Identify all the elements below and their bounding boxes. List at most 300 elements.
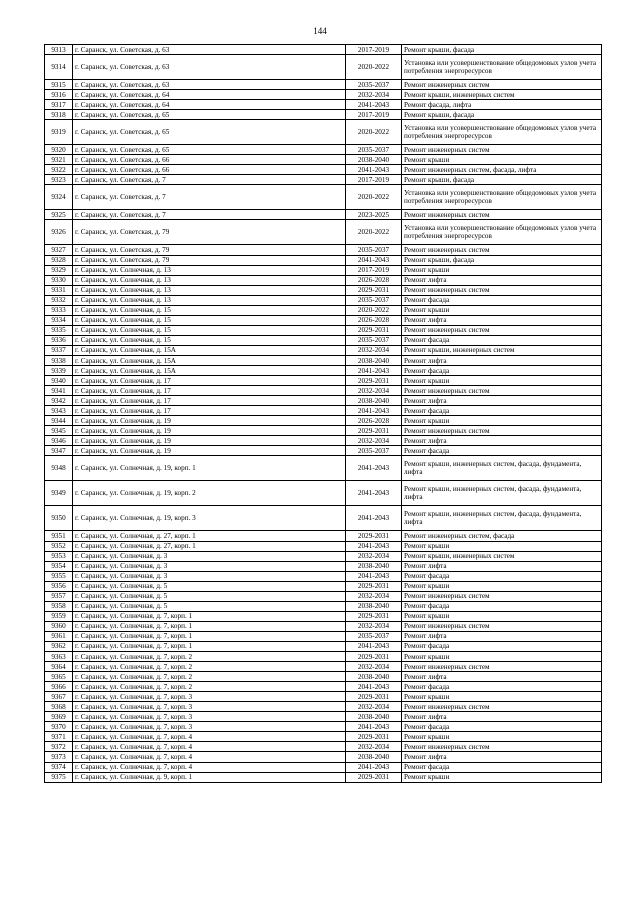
row-number-cell: 9343	[45, 406, 73, 416]
years-cell: 2041-2043	[346, 406, 402, 416]
work-type-cell: Ремонт фасада	[402, 406, 602, 416]
address-cell: г. Саранск, ул. Солнечная, д. 7, корп. 1	[73, 641, 346, 651]
address-cell: г. Саранск, ул. Советская, д. 66	[73, 165, 346, 175]
work-type-cell: Ремонт крыши, инженерных систем, фасада, фундамента, лифта	[402, 456, 602, 481]
row-number-cell: 9354	[45, 561, 73, 571]
work-type-cell: Ремонт крыши, фасада	[402, 175, 602, 185]
address-cell: г. Саранск, ул. Солнечная, д. 15	[73, 335, 346, 345]
row-number-cell: 9316	[45, 90, 73, 100]
address-cell: г. Саранск, ул. Солнечная, д. 7, корп. 3	[73, 722, 346, 732]
table-row	[45, 631, 602, 641]
work-type-cell: Установка или усовершенствование общедомовых узлов учета потребления энергоресурсов	[402, 120, 602, 145]
address-cell: г. Саранск, ул. Солнечная, д. 17	[73, 376, 346, 386]
years-cell: 2041-2043	[346, 722, 402, 732]
table-row	[45, 90, 602, 100]
years-cell: 2032-2034	[346, 621, 402, 631]
years-cell: 2017-2019	[346, 265, 402, 275]
row-number-cell: 9366	[45, 682, 73, 692]
table-row	[45, 265, 602, 275]
table-row	[45, 366, 602, 376]
work-type-cell: Ремонт инженерных систем	[402, 702, 602, 712]
address-cell: г. Саранск, ул. Советская, д. 66	[73, 155, 346, 165]
row-number-cell: 9320	[45, 145, 73, 155]
table-row	[45, 275, 602, 285]
years-cell: 2041-2043	[346, 682, 402, 692]
work-type-cell: Ремонт фасада	[402, 601, 602, 611]
table-row	[45, 762, 602, 772]
work-type-cell: Ремонт инженерных систем	[402, 591, 602, 601]
years-cell: 2026-2028	[346, 275, 402, 285]
address-cell: г. Саранск, ул. Солнечная, д. 19	[73, 416, 346, 426]
work-type-cell: Ремонт фасада, лифта	[402, 100, 602, 110]
table-row	[45, 581, 602, 591]
table-row	[45, 561, 602, 571]
work-type-cell: Ремонт лифта	[402, 672, 602, 682]
work-type-cell: Ремонт фасада	[402, 366, 602, 376]
table-row	[45, 732, 602, 742]
years-cell: 2020-2022	[346, 120, 402, 145]
address-cell: г. Саранск, ул. Солнечная, д. 13	[73, 265, 346, 275]
table-row	[45, 295, 602, 305]
years-cell: 2038-2040	[346, 561, 402, 571]
address-cell: г. Саранск, ул. Солнечная, д. 15А	[73, 366, 346, 376]
row-number-cell: 9373	[45, 752, 73, 762]
years-cell: 2029-2031	[346, 325, 402, 335]
address-cell: г. Саранск, ул. Солнечная, д. 15А	[73, 355, 346, 365]
address-cell: г. Саранск, ул. Солнечная, д. 15А	[73, 345, 346, 355]
table-row	[45, 80, 602, 90]
years-cell: 2029-2031	[346, 692, 402, 702]
row-number-cell: 9322	[45, 165, 73, 175]
table-row	[45, 345, 602, 355]
row-number-cell: 9364	[45, 662, 73, 672]
table-row	[45, 355, 602, 365]
years-cell: 2038-2040	[346, 396, 402, 406]
years-cell: 2032-2034	[346, 551, 402, 561]
work-type-cell: Ремонт крыши	[402, 416, 602, 426]
table-row	[45, 285, 602, 295]
address-cell: г. Саранск, ул. Солнечная, д. 19, корп. 3	[73, 506, 346, 531]
table-row	[45, 692, 602, 702]
work-type-cell: Ремонт лифта	[402, 561, 602, 571]
row-number-cell: 9340	[45, 376, 73, 386]
work-type-cell: Ремонт крыши	[402, 581, 602, 591]
table-row	[45, 591, 602, 601]
row-number-cell: 9368	[45, 702, 73, 712]
row-number-cell: 9328	[45, 255, 73, 265]
address-cell: г. Саранск, ул. Солнечная, д. 17	[73, 396, 346, 406]
years-cell: 2020-2022	[346, 305, 402, 315]
table-row	[45, 376, 602, 386]
years-cell: 2029-2031	[346, 772, 402, 782]
table-row	[45, 541, 602, 551]
table-row	[45, 752, 602, 762]
years-cell: 2035-2037	[346, 80, 402, 90]
address-cell: г. Саранск, ул. Солнечная, д. 19	[73, 426, 346, 436]
row-number-cell: 9326	[45, 220, 73, 245]
address-cell: г. Саранск, ул. Солнечная, д. 7, корп. 4	[73, 752, 346, 762]
row-number-cell: 9319	[45, 120, 73, 145]
work-type-cell: Ремонт фасада	[402, 295, 602, 305]
row-number-cell: 9336	[45, 335, 73, 345]
table-row	[45, 611, 602, 621]
table-row	[45, 682, 602, 692]
address-cell: г. Саранск, ул. Советская, д. 64	[73, 90, 346, 100]
table-row	[45, 456, 602, 481]
years-cell: 2029-2031	[346, 376, 402, 386]
years-cell: 2020-2022	[346, 220, 402, 245]
table-row	[45, 110, 602, 120]
address-cell: г. Саранск, ул. Солнечная, д. 13	[73, 275, 346, 285]
years-cell: 2032-2034	[346, 742, 402, 752]
address-cell: г. Саранск, ул. Солнечная, д. 7, корп. 3	[73, 702, 346, 712]
row-number-cell: 9344	[45, 416, 73, 426]
table-row	[45, 621, 602, 631]
years-cell: 2041-2043	[346, 165, 402, 175]
work-type-cell: Ремонт фасада	[402, 446, 602, 456]
years-cell: 2023-2025	[346, 210, 402, 220]
address-cell: г. Саранск, ул. Советская, д. 63	[73, 45, 346, 55]
years-cell: 2041-2043	[346, 541, 402, 551]
row-number-cell: 9372	[45, 742, 73, 752]
work-type-cell: Ремонт крыши	[402, 732, 602, 742]
work-type-cell: Ремонт инженерных систем	[402, 325, 602, 335]
address-cell: г. Саранск, ул. Солнечная, д. 7, корп. 2	[73, 652, 346, 662]
work-type-cell: Ремонт инженерных систем, фасада	[402, 531, 602, 541]
table-row	[45, 175, 602, 185]
years-cell: 2035-2037	[346, 446, 402, 456]
work-type-cell: Ремонт крыши	[402, 611, 602, 621]
work-type-cell: Ремонт инженерных систем	[402, 386, 602, 396]
address-cell: г. Саранск, ул. Солнечная, д. 7, корп. 1	[73, 631, 346, 641]
row-number-cell: 9338	[45, 355, 73, 365]
years-cell: 2032-2034	[346, 90, 402, 100]
row-number-cell: 9360	[45, 621, 73, 631]
years-cell: 2032-2034	[346, 436, 402, 446]
repair-schedule-table	[44, 44, 602, 783]
address-cell: г. Саранск, ул. Солнечная, д. 3	[73, 561, 346, 571]
table-row	[45, 45, 602, 55]
work-type-cell: Ремонт фасада	[402, 571, 602, 581]
address-cell: г. Саранск, ул. Солнечная, д. 7, корп. 4	[73, 732, 346, 742]
work-type-cell: Ремонт крыши, инженерных систем	[402, 551, 602, 561]
row-number-cell: 9347	[45, 446, 73, 456]
address-cell: г. Саранск, ул. Советская, д. 7	[73, 175, 346, 185]
address-cell: г. Саранск, ул. Солнечная, д. 15	[73, 315, 346, 325]
address-cell: г. Саранск, ул. Солнечная, д. 15	[73, 325, 346, 335]
address-cell: г. Саранск, ул. Солнечная, д. 17	[73, 386, 346, 396]
table-row	[45, 55, 602, 80]
work-type-cell: Ремонт инженерных систем	[402, 662, 602, 672]
years-cell: 2029-2031	[346, 581, 402, 591]
address-cell: г. Саранск, ул. Советская, д. 79	[73, 220, 346, 245]
row-number-cell: 9363	[45, 652, 73, 662]
row-number-cell: 9341	[45, 386, 73, 396]
work-type-cell: Ремонт крыши, инженерных систем, фасада, фундамента, лифта	[402, 481, 602, 506]
years-cell: 2017-2019	[346, 175, 402, 185]
years-cell: 2038-2040	[346, 155, 402, 165]
page-number: 144	[313, 26, 327, 36]
row-number-cell: 9369	[45, 712, 73, 722]
address-cell: г. Саранск, ул. Солнечная, д. 7, корп. 4	[73, 742, 346, 752]
years-cell: 2041-2043	[346, 571, 402, 581]
years-cell: 2020-2022	[346, 185, 402, 210]
row-number-cell: 9321	[45, 155, 73, 165]
address-cell: г. Саранск, ул. Солнечная, д. 19, корп. 1	[73, 456, 346, 481]
address-cell: г. Саранск, ул. Солнечная, д. 13	[73, 295, 346, 305]
years-cell: 2041-2043	[346, 456, 402, 481]
work-type-cell: Ремонт крыши, инженерных систем	[402, 90, 602, 100]
years-cell: 2017-2019	[346, 45, 402, 55]
address-cell: г. Саранск, ул. Солнечная, д. 9, корп. 1	[73, 772, 346, 782]
row-number-cell: 9329	[45, 265, 73, 275]
row-number-cell: 9358	[45, 601, 73, 611]
work-type-cell: Ремонт крыши	[402, 265, 602, 275]
years-cell: 2029-2031	[346, 285, 402, 295]
work-type-cell: Ремонт лифта	[402, 355, 602, 365]
row-number-cell: 9353	[45, 551, 73, 561]
address-cell: г. Саранск, ул. Советская, д. 65	[73, 145, 346, 155]
table-row	[45, 641, 602, 651]
years-cell: 2041-2043	[346, 366, 402, 376]
row-number-cell: 9342	[45, 396, 73, 406]
years-cell: 2041-2043	[346, 481, 402, 506]
years-cell: 2035-2037	[346, 295, 402, 305]
table-row	[45, 506, 602, 531]
table-row	[45, 712, 602, 722]
address-cell: г. Саранск, ул. Солнечная, д. 7, корп. 2	[73, 672, 346, 682]
row-number-cell: 9324	[45, 185, 73, 210]
table-row	[45, 481, 602, 506]
work-type-cell: Ремонт крыши	[402, 305, 602, 315]
table-row	[45, 662, 602, 672]
table-row	[45, 416, 602, 426]
row-number-cell: 9371	[45, 732, 73, 742]
address-cell: г. Саранск, ул. Солнечная, д. 19	[73, 446, 346, 456]
work-type-cell: Установка или усовершенствование общедомовых узлов учета потребления энергоресурсов	[402, 55, 602, 80]
address-cell: г. Саранск, ул. Советская, д. 7	[73, 185, 346, 210]
work-type-cell: Ремонт инженерных систем	[402, 742, 602, 752]
row-number-cell: 9335	[45, 325, 73, 335]
address-cell: г. Саранск, ул. Советская, д. 7	[73, 210, 346, 220]
row-number-cell: 9349	[45, 481, 73, 506]
address-cell: г. Саранск, ул. Солнечная, д. 7, корп. 2	[73, 662, 346, 672]
table-row	[45, 185, 602, 210]
row-number-cell: 9314	[45, 55, 73, 80]
work-type-cell: Ремонт крыши, фасада	[402, 255, 602, 265]
work-type-cell: Ремонт фасада	[402, 722, 602, 732]
work-type-cell: Ремонт крыши, фасада	[402, 110, 602, 120]
work-type-cell: Ремонт лифта	[402, 752, 602, 762]
work-type-cell: Ремонт инженерных систем	[402, 621, 602, 631]
address-cell: г. Саранск, ул. Солнечная, д. 13	[73, 285, 346, 295]
row-number-cell: 9327	[45, 245, 73, 255]
work-type-cell: Ремонт инженерных систем	[402, 210, 602, 220]
row-number-cell: 9313	[45, 45, 73, 55]
row-number-cell: 9330	[45, 275, 73, 285]
row-number-cell: 9375	[45, 772, 73, 782]
years-cell: 2035-2037	[346, 145, 402, 155]
address-cell: г. Саранск, ул. Солнечная, д. 15	[73, 305, 346, 315]
years-cell: 2020-2022	[346, 55, 402, 80]
address-cell: г. Саранск, ул. Солнечная, д. 3	[73, 571, 346, 581]
address-cell: г. Саранск, ул. Солнечная, д. 27, корп. 1	[73, 541, 346, 551]
years-cell: 2038-2040	[346, 355, 402, 365]
address-cell: г. Саранск, ул. Советская, д. 65	[73, 120, 346, 145]
years-cell: 2029-2031	[346, 531, 402, 541]
years-cell: 2035-2037	[346, 335, 402, 345]
address-cell: г. Саранск, ул. Советская, д. 63	[73, 55, 346, 80]
address-cell: г. Саранск, ул. Солнечная, д. 19, корп. 2	[73, 481, 346, 506]
work-type-cell: Ремонт лифта	[402, 631, 602, 641]
work-type-cell: Ремонт инженерных систем	[402, 80, 602, 90]
years-cell: 2038-2040	[346, 752, 402, 762]
years-cell: 2032-2034	[346, 345, 402, 355]
row-number-cell: 9331	[45, 285, 73, 295]
years-cell: 2035-2037	[346, 245, 402, 255]
address-cell: г. Саранск, ул. Советская, д. 63	[73, 80, 346, 90]
years-cell: 2026-2028	[346, 315, 402, 325]
table-row	[45, 145, 602, 155]
table-row	[45, 426, 602, 436]
row-number-cell: 9365	[45, 672, 73, 682]
row-number-cell: 9339	[45, 366, 73, 376]
row-number-cell: 9362	[45, 641, 73, 651]
row-number-cell: 9374	[45, 762, 73, 772]
table-row	[45, 210, 602, 220]
table-row	[45, 446, 602, 456]
table-row	[45, 386, 602, 396]
years-cell: 2026-2028	[346, 416, 402, 426]
table-row	[45, 325, 602, 335]
table-row	[45, 120, 602, 145]
years-cell: 2029-2031	[346, 426, 402, 436]
years-cell: 2041-2043	[346, 255, 402, 265]
address-cell: г. Саранск, ул. Солнечная, д. 3	[73, 551, 346, 561]
address-cell: г. Саранск, ул. Солнечная, д. 7, корп. 1	[73, 611, 346, 621]
address-cell: г. Саранск, ул. Солнечная, д. 17	[73, 406, 346, 416]
years-cell: 2038-2040	[346, 601, 402, 611]
years-cell: 2038-2040	[346, 712, 402, 722]
table-row	[45, 722, 602, 732]
work-type-cell: Ремонт инженерных систем	[402, 285, 602, 295]
years-cell: 2029-2031	[346, 611, 402, 621]
table-row	[45, 406, 602, 416]
work-type-cell: Ремонт крыши	[402, 376, 602, 386]
work-type-cell: Ремонт крыши, фасада	[402, 45, 602, 55]
row-number-cell: 9370	[45, 722, 73, 732]
table-row	[45, 100, 602, 110]
row-number-cell: 9317	[45, 100, 73, 110]
years-cell: 2029-2031	[346, 732, 402, 742]
table-body	[45, 45, 602, 783]
address-cell: г. Саранск, ул. Солнечная, д. 5	[73, 581, 346, 591]
work-type-cell: Ремонт крыши, инженерных систем, фасада, фундамента, лифта	[402, 506, 602, 531]
row-number-cell: 9318	[45, 110, 73, 120]
address-cell: г. Саранск, ул. Солнечная, д. 7, корп. 1	[73, 621, 346, 631]
years-cell: 2032-2034	[346, 662, 402, 672]
row-number-cell: 9334	[45, 315, 73, 325]
work-type-cell: Ремонт инженерных систем	[402, 426, 602, 436]
address-cell: г. Саранск, ул. Советская, д. 79	[73, 255, 346, 265]
address-cell: г. Саранск, ул. Солнечная, д. 27, корп. 1	[73, 531, 346, 541]
work-type-cell: Ремонт крыши	[402, 155, 602, 165]
table-row	[45, 436, 602, 446]
years-cell: 2032-2034	[346, 386, 402, 396]
row-number-cell: 9345	[45, 426, 73, 436]
address-cell: г. Саранск, ул. Солнечная, д. 7, корп. 2	[73, 682, 346, 692]
table-row	[45, 155, 602, 165]
row-number-cell: 9356	[45, 581, 73, 591]
table-row	[45, 772, 602, 782]
row-number-cell: 9355	[45, 571, 73, 581]
row-number-cell: 9325	[45, 210, 73, 220]
years-cell: 2041-2043	[346, 641, 402, 651]
years-cell: 2032-2034	[346, 591, 402, 601]
table-row	[45, 672, 602, 682]
row-number-cell: 9367	[45, 692, 73, 702]
work-type-cell: Ремонт фасада	[402, 762, 602, 772]
years-cell: 2038-2040	[346, 672, 402, 682]
work-type-cell: Установка или усовершенствование общедомовых узлов учета потребления энергоресурсов	[402, 220, 602, 245]
table-row	[45, 335, 602, 345]
table-row	[45, 396, 602, 406]
row-number-cell: 9351	[45, 531, 73, 541]
address-cell: г. Саранск, ул. Солнечная, д. 5	[73, 601, 346, 611]
table-row	[45, 702, 602, 712]
table-row	[45, 571, 602, 581]
row-number-cell: 9323	[45, 175, 73, 185]
work-type-cell: Ремонт крыши	[402, 541, 602, 551]
address-cell: г. Саранск, ул. Солнечная, д. 7, корп. 3	[73, 712, 346, 722]
address-cell: г. Саранск, ул. Советская, д. 64	[73, 100, 346, 110]
years-cell: 2035-2037	[346, 631, 402, 641]
table-row	[45, 255, 602, 265]
work-type-cell: Ремонт инженерных систем	[402, 145, 602, 155]
work-type-cell: Ремонт лифта	[402, 315, 602, 325]
work-type-cell: Ремонт лифта	[402, 712, 602, 722]
years-cell: 2041-2043	[346, 506, 402, 531]
table-row	[45, 742, 602, 752]
table-row	[45, 531, 602, 541]
work-type-cell: Ремонт лифта	[402, 396, 602, 406]
table-row	[45, 652, 602, 662]
row-number-cell: 9332	[45, 295, 73, 305]
work-type-cell: Ремонт инженерных систем, фасада, лифта	[402, 165, 602, 175]
work-type-cell: Установка или усовершенствование общедомовых узлов учета потребления энергоресурсов	[402, 185, 602, 210]
address-cell: г. Саранск, ул. Солнечная, д. 7, корп. 4	[73, 762, 346, 772]
table-row	[45, 315, 602, 325]
table-row	[45, 601, 602, 611]
work-type-cell: Ремонт лифта	[402, 275, 602, 285]
years-cell: 2032-2034	[346, 702, 402, 712]
table-row	[45, 305, 602, 315]
work-type-cell: Ремонт крыши	[402, 772, 602, 782]
work-type-cell: Ремонт фасада	[402, 335, 602, 345]
work-type-cell: Ремонт фасада	[402, 682, 602, 692]
table-row	[45, 220, 602, 245]
row-number-cell: 9359	[45, 611, 73, 621]
address-cell: г. Саранск, ул. Солнечная, д. 5	[73, 591, 346, 601]
address-cell: г. Саранск, ул. Советская, д. 79	[73, 245, 346, 255]
row-number-cell: 9315	[45, 80, 73, 90]
row-number-cell: 9352	[45, 541, 73, 551]
years-cell: 2041-2043	[346, 100, 402, 110]
table-row	[45, 165, 602, 175]
work-type-cell: Ремонт крыши	[402, 652, 602, 662]
work-type-cell: Ремонт лифта	[402, 436, 602, 446]
row-number-cell: 9350	[45, 506, 73, 531]
